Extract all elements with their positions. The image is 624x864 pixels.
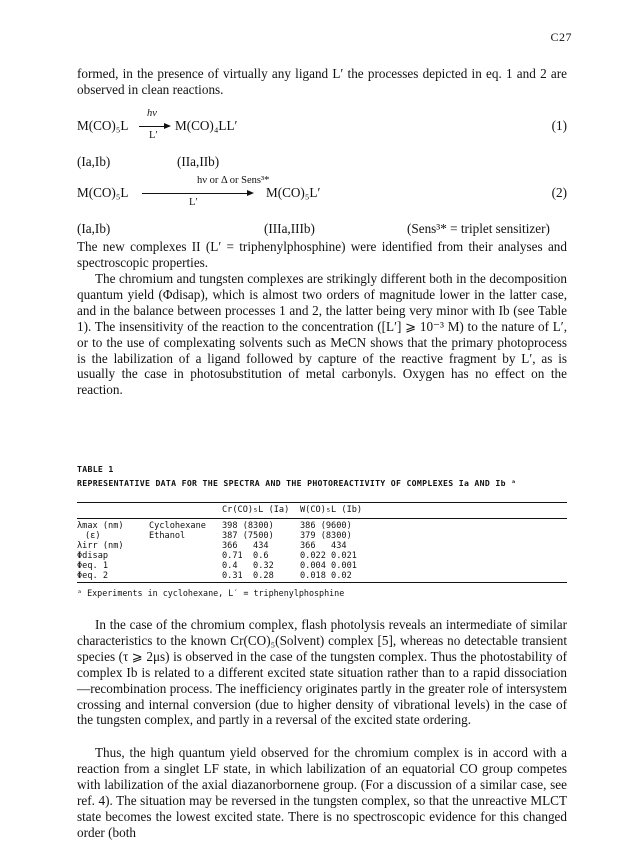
intro-paragraph: formed, in the presence of virtually any ligand L′ the processes depicted in eq. 1 and 2 are observed in clean reactions. <box>77 66 567 97</box>
paragraph-chromium-tungsten: The chromium and tungsten complexes are strikingly different both in the decomposition quantum yield (Φdisap), which is almost two orders of magnitude lower in the latter case, and in the balance between processes 1 and 2, the latter being very minor with Ib (see Table 1). The insensitivity of the reaction to the concentration ([L′] ⩾ 10⁻³ M) to the nature of L′, or to the use of complexating solvents such as MeCN shows that the primary photoprocess is the labilization of a ligand followed by capture of the reactive fragment by L′, as is usually the case in photosubstitution of metal carbonyls. Oxygen has no effect on the reaction. <box>77 271 567 398</box>
equation-2-above-arrow: hν or Δ or Sens³* <box>197 175 270 186</box>
equation-1-label-lhs: (Ia,Ib) <box>77 154 111 169</box>
equation-2-rhs: M(CO)₅L′ <box>266 185 321 200</box>
reaction-arrow-2 <box>142 193 252 194</box>
equation-2-below-arrow: L′ <box>189 197 198 208</box>
table-cell-ia: 0.4 0.32 <box>222 561 274 571</box>
reaction-arrow-1 <box>139 126 169 127</box>
equation-1-label-rhs: (IIa,IIb) <box>177 154 220 169</box>
data-table <box>77 502 567 582</box>
page-number: C27 <box>550 30 572 44</box>
paragraph-flash-photolysis: In the case of the chromium complex, flash photolysis reveals an intermediate of similar characteristics to the known Cr(CO)₅(Solvent) complex [5], whereas no detectable transient species (τ ⩾ 2μs) is observed in the case of the tungsten complex. Thus the photostability of complex Ib is related to a different excited state situation rather than to a rapid dissociation—recombination process. The inefficiency originates partly in the greater role of intersystem crossing and internal conversion (due to higher density of vibrational levels) in the case of the tungsten complex, and partly in a reversal of the excited state ordering. <box>77 617 567 728</box>
table-cell-param: Φeq. 1 <box>77 561 109 571</box>
table-cell-ib: 0.022 0.021 <box>300 551 357 561</box>
table-top-rule <box>77 502 567 503</box>
table-cell-ia: 0.31 0.28 <box>222 571 274 581</box>
equation-2 <box>77 175 567 215</box>
equation-2-number: (2) <box>551 185 567 200</box>
table-header-ib: W(CO)₅L (Ib) <box>300 505 363 515</box>
table-cell-ib: 0.004 0.001 <box>300 561 357 571</box>
table-cell-solvent: Ethanol <box>149 531 186 541</box>
table-cell-ia: 398 (8300) <box>222 521 274 531</box>
table-cell-param: (ε) <box>85 531 101 541</box>
table-cell-ia: 366 434 <box>222 541 269 551</box>
table-cell-param: Φdisap <box>77 551 109 561</box>
equation-1-rhs: M(CO)₄LL′ <box>175 118 238 133</box>
equation-2-label-lhs: (Ia,Ib) <box>77 221 111 236</box>
table-caption: REPRESENTATIVE DATA FOR THE SPECTRA AND THE PHOTOREACTIVITY OF COMPLEXES Ia AND Ib ᵃ <box>77 478 517 488</box>
paragraph-new-complexes: The new complexes II (L′ = triphenylphosphine) were identified from their analyses and spectroscopic properties. <box>77 239 567 270</box>
table-cell-ib: 366 434 <box>300 541 347 551</box>
table-cell-ib: 0.018 0.02 <box>300 571 352 581</box>
table-cell-param: Φeq. 2 <box>77 571 109 581</box>
table-cell-ia: 0.71 0.6 <box>222 551 269 561</box>
table-cell-param: λirr (nm) <box>77 541 124 551</box>
table-label: TABLE 1 <box>77 464 114 474</box>
equation-1-below-arrow: L′ <box>149 130 158 141</box>
table-cell-solvent: Cyclohexane <box>149 521 206 531</box>
equation-2-lhs: M(CO)₅L <box>77 185 129 200</box>
equation-1-number: (1) <box>551 118 567 133</box>
paragraph-thus: Thus, the high quantum yield observed for the chromium complex is in accord with a reaction from a singlet LF state, in which labilization of an equatorial CO group competes with labilization of the axial diazanorbornene group. (For a discussion of a similar case, see ref. 4). The situation may be reversed in the tungsten complex, so that the unreactive MLCT state becomes the lowest excited state. There is no spectroscopic evidence for this changed order (both <box>77 745 567 840</box>
equation-1 <box>77 108 567 148</box>
table-cell-ib: 386 (9600) <box>300 521 352 531</box>
equation-2-label-note: (Sens³* = triplet sensitizer) <box>407 221 550 236</box>
equation-1-lhs: M(CO)₅L <box>77 118 129 133</box>
table-bottom-rule <box>77 582 567 583</box>
table-header-rule <box>77 518 567 519</box>
table-cell-ia: 387 (7500) <box>222 531 274 541</box>
table-cell-param: λmax (nm) <box>77 521 124 531</box>
table-header-ia: Cr(CO)₅L (Ia) <box>222 505 290 515</box>
table-footnote: ᵃ Experiments in cyclohexane, L′ = triphenylphosphine <box>77 588 345 598</box>
equation-1-above-arrow: hν <box>147 108 157 119</box>
equation-2-label-rhs: (IIIa,IIIb) <box>264 221 315 236</box>
table-cell-ib: 379 (8300) <box>300 531 352 541</box>
